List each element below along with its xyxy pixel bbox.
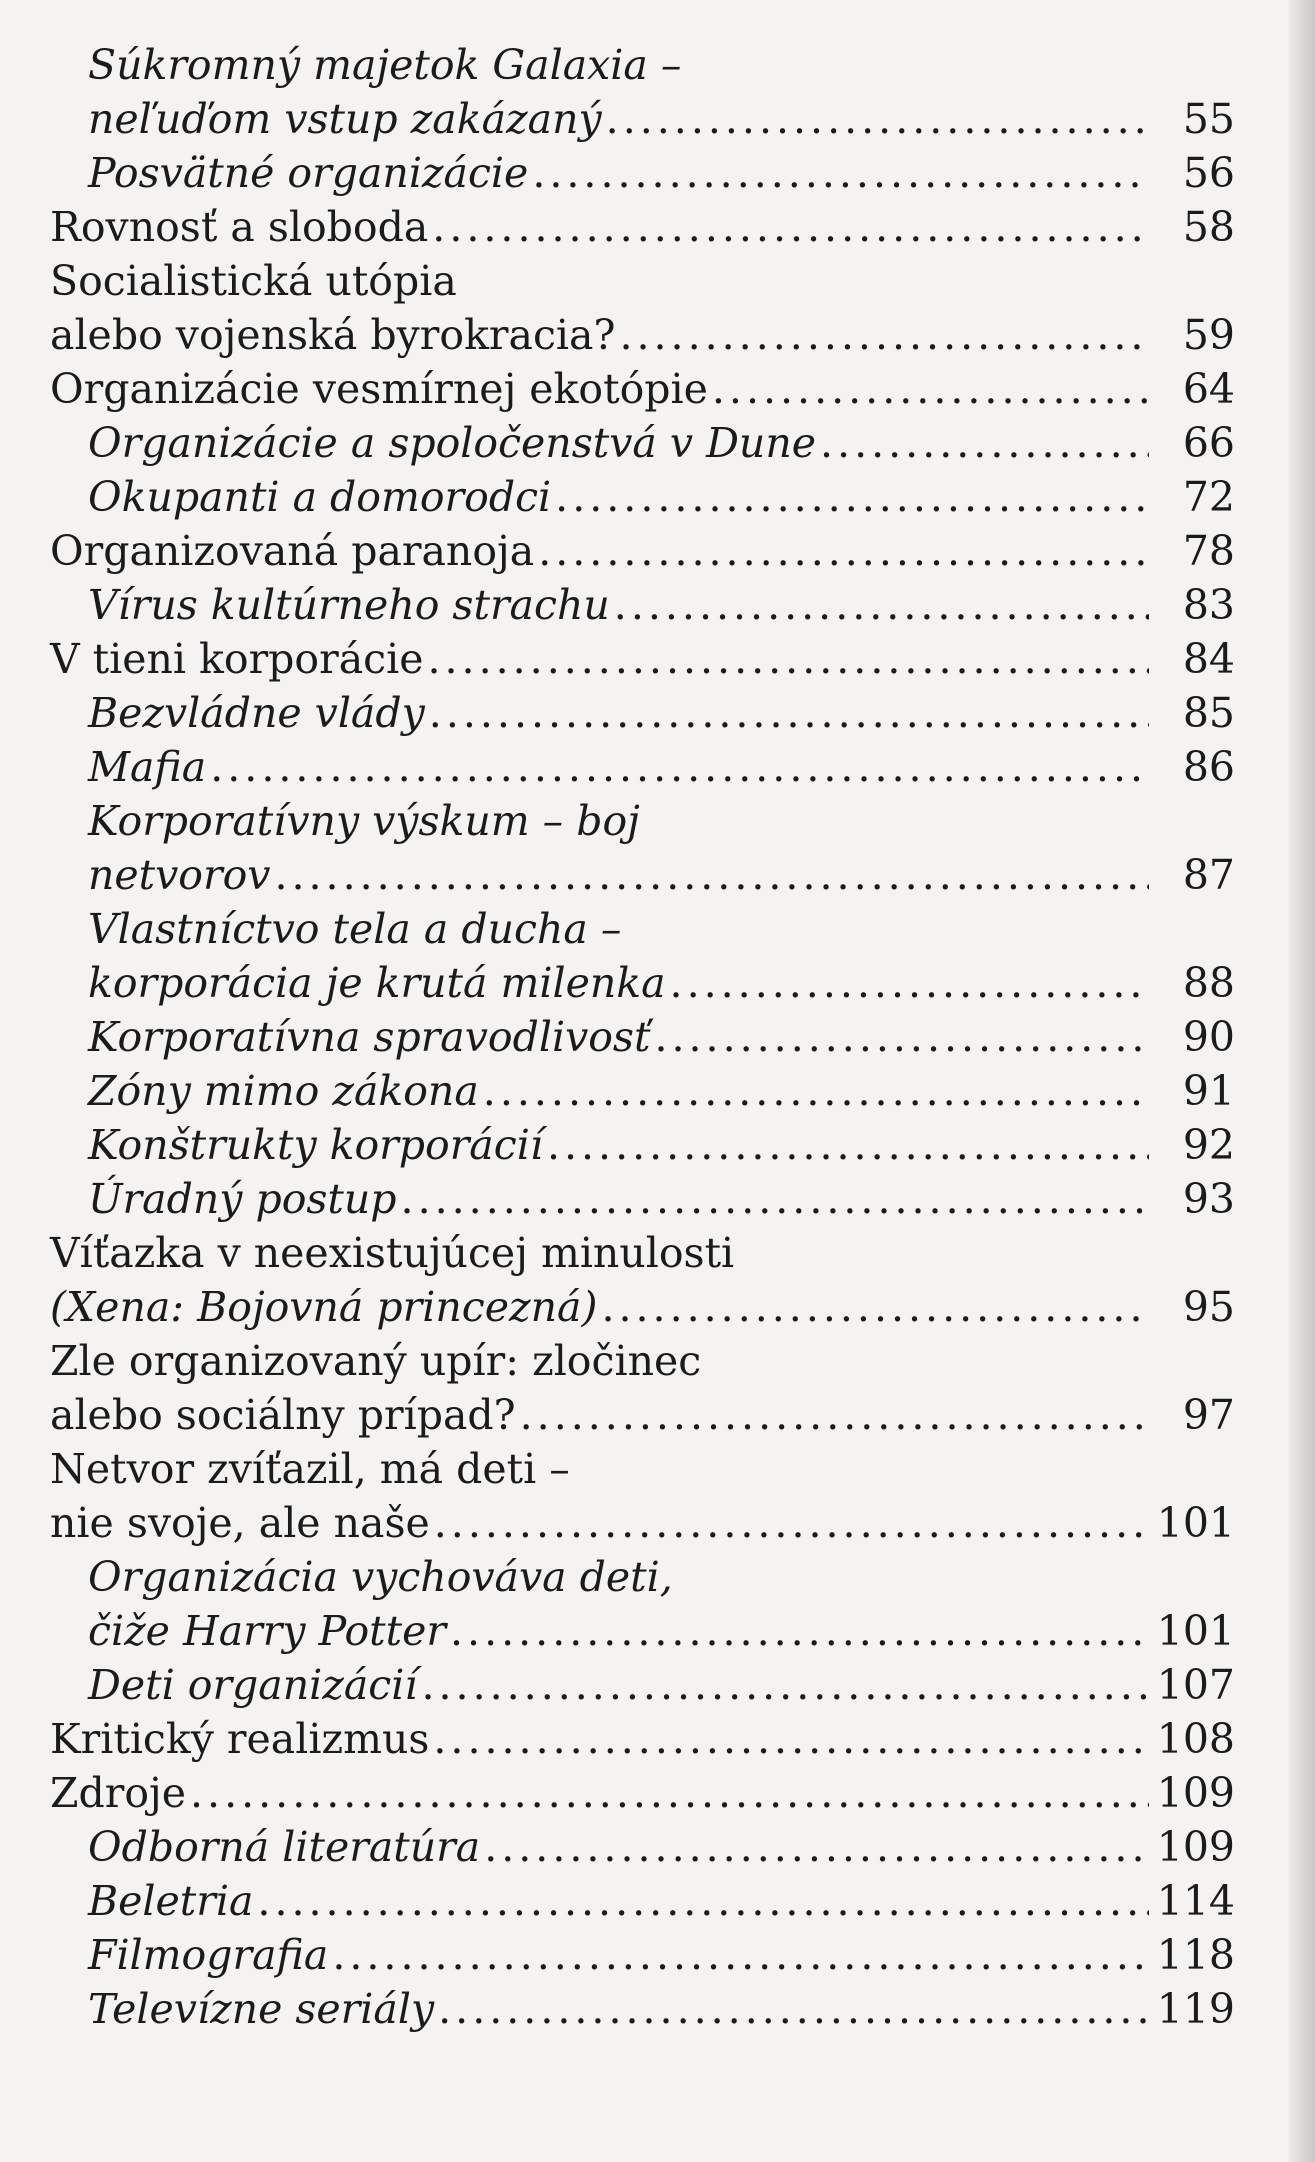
toc-entry-title-line: Korporatívny výskum – boj bbox=[88, 797, 640, 845]
toc-entry bbox=[50, 902, 1235, 1010]
leader-dots bbox=[820, 416, 1149, 470]
toc-page-number: 83 bbox=[1182, 581, 1235, 629]
toc-entry-title-line: Súkromný majetok Galaxia – bbox=[88, 41, 682, 89]
toc-entry bbox=[50, 740, 1235, 794]
toc-entry bbox=[50, 794, 1235, 902]
toc-entry-title: Okupanti a domorodci bbox=[88, 473, 552, 521]
toc-entry-title: Organizácie vesmírnej ekotópie bbox=[50, 365, 708, 413]
toc-page-number: 108 bbox=[1156, 1715, 1235, 1763]
leader-dots bbox=[257, 1874, 1149, 1928]
toc-entry bbox=[50, 38, 1235, 146]
toc-entry-title-line: netvorov bbox=[88, 851, 271, 899]
page-edge bbox=[1289, 0, 1315, 2162]
toc-entry-title-line: Organizácia vychováva deti, bbox=[88, 1553, 673, 1601]
toc-entry-title: Zdroje bbox=[50, 1769, 186, 1817]
toc-page-number: 64 bbox=[1182, 365, 1235, 413]
leader-dots bbox=[438, 1982, 1149, 2036]
toc-page-number: 107 bbox=[1156, 1661, 1235, 1709]
toc-page-number: 92 bbox=[1182, 1121, 1235, 1169]
toc-entry bbox=[50, 1064, 1235, 1118]
toc-entry-title: Posvätné organizácie bbox=[88, 149, 529, 197]
toc-entry bbox=[50, 578, 1235, 632]
toc-entry-title: V tieni korporácie bbox=[50, 635, 424, 683]
toc-entry bbox=[50, 1928, 1235, 1982]
toc-entry bbox=[50, 1874, 1235, 1928]
toc-page-number: 95 bbox=[1182, 1283, 1235, 1331]
toc-entry bbox=[50, 1982, 1235, 2036]
toc-page-number: 119 bbox=[1156, 1985, 1235, 2033]
toc-entry-title: Konštrukty korporácií bbox=[88, 1121, 543, 1169]
toc-page-number: 109 bbox=[1156, 1769, 1235, 1817]
leader-dots bbox=[555, 470, 1149, 524]
toc-entry-title: Korporatívna spravodlivosť bbox=[88, 1013, 651, 1061]
leader-dots bbox=[601, 1280, 1149, 1334]
leader-dots bbox=[547, 1118, 1149, 1172]
toc-entry bbox=[50, 200, 1235, 254]
toc-entry bbox=[50, 1334, 1235, 1442]
leader-dots bbox=[520, 1388, 1149, 1442]
toc-page-number: 101 bbox=[1156, 1607, 1235, 1655]
toc-entry-title-line: Víťazka v neexistujúcej minulosti bbox=[50, 1229, 735, 1277]
toc-entry-title: Bezvládne vlády bbox=[88, 689, 425, 737]
toc-page-number: 118 bbox=[1156, 1931, 1235, 1979]
toc-page-number: 87 bbox=[1182, 851, 1235, 899]
toc-page-number: 101 bbox=[1156, 1499, 1235, 1547]
toc-entry-title: Deti organizácií bbox=[88, 1661, 418, 1709]
leader-dots bbox=[538, 524, 1149, 578]
toc-entry bbox=[50, 416, 1235, 470]
leader-dots bbox=[614, 578, 1149, 632]
toc-entry bbox=[50, 1766, 1235, 1820]
leader-dots bbox=[483, 1064, 1149, 1118]
toc-entry bbox=[50, 146, 1235, 200]
leader-dots bbox=[190, 1766, 1149, 1820]
toc-entry-title-line: Netvor zvíťazil, má deti – bbox=[50, 1445, 570, 1493]
leader-dots bbox=[670, 956, 1149, 1010]
toc-entry bbox=[50, 1820, 1235, 1874]
leader-dots bbox=[332, 1928, 1149, 1982]
toc-entry-title-line: Socialistická utópia bbox=[50, 257, 457, 305]
leader-dots bbox=[484, 1820, 1149, 1874]
toc-page-number: 90 bbox=[1182, 1013, 1235, 1061]
leader-dots bbox=[712, 362, 1149, 416]
toc-entry-title: Vírus kultúrneho strachu bbox=[88, 581, 610, 629]
toc-entry bbox=[50, 686, 1235, 740]
toc-entry-title: Odborná literatúra bbox=[88, 1823, 481, 1871]
toc-entry-title: Filmografia bbox=[88, 1931, 329, 1979]
leader-dots bbox=[401, 1172, 1149, 1226]
toc-entry-title: Organizovaná paranoja bbox=[50, 527, 535, 575]
toc-entry bbox=[50, 362, 1235, 416]
toc-entry bbox=[50, 254, 1235, 362]
toc-entry-title: Televízne seriály bbox=[88, 1985, 435, 2033]
toc-entry-title: Kritický realizmus bbox=[50, 1715, 430, 1763]
toc-page-number: 86 bbox=[1182, 743, 1235, 791]
table-of-contents bbox=[50, 38, 1235, 2036]
toc-entry-title-line: nie svoje, ale naše bbox=[50, 1499, 430, 1547]
toc-page-number: 78 bbox=[1182, 527, 1235, 575]
toc-page-number: 88 bbox=[1182, 959, 1235, 1007]
toc-page-number: 91 bbox=[1182, 1067, 1235, 1115]
toc-entry-title-line: (Xena: Bojovná princezná) bbox=[50, 1283, 598, 1331]
toc-entry-title-line: neľuďom vstup zakázaný bbox=[88, 95, 602, 143]
leader-dots bbox=[450, 1604, 1149, 1658]
toc-entry-title: Organizácie a spoločenstvá v Dune bbox=[88, 419, 817, 467]
toc-entry-title: Mafia bbox=[88, 743, 207, 791]
toc-entry bbox=[50, 1658, 1235, 1712]
toc-entry-title-line: korporácia je krutá milenka bbox=[88, 959, 666, 1007]
toc-page-number: 58 bbox=[1182, 203, 1235, 251]
toc-page-number: 97 bbox=[1182, 1391, 1235, 1439]
toc-entry bbox=[50, 470, 1235, 524]
toc-entry-title: Beletria bbox=[88, 1877, 254, 1925]
toc-page-number: 55 bbox=[1182, 95, 1235, 143]
toc-entry bbox=[50, 1226, 1235, 1334]
toc-entry bbox=[50, 524, 1235, 578]
toc-entry bbox=[50, 1442, 1235, 1550]
leader-dots bbox=[274, 848, 1149, 902]
toc-page-number: 84 bbox=[1182, 635, 1235, 683]
toc-entry-title-line: Zle organizovaný upír: zločinec bbox=[50, 1337, 702, 1385]
toc-entry-title: Zóny mimo zákona bbox=[88, 1067, 479, 1115]
toc-entry bbox=[50, 1010, 1235, 1064]
toc-page-number: 59 bbox=[1182, 311, 1235, 359]
leader-dots bbox=[654, 1010, 1149, 1064]
toc-page-number: 72 bbox=[1182, 473, 1235, 521]
leader-dots bbox=[429, 686, 1149, 740]
leader-dots bbox=[427, 632, 1149, 686]
leader-dots bbox=[606, 92, 1149, 146]
toc-page-number: 109 bbox=[1156, 1823, 1235, 1871]
toc-page-number: 114 bbox=[1156, 1877, 1235, 1925]
toc-entry-title-line: čiže Harry Potter bbox=[88, 1607, 446, 1655]
leader-dots bbox=[434, 1496, 1149, 1550]
toc-entry bbox=[50, 1172, 1235, 1226]
toc-page-number: 93 bbox=[1182, 1175, 1235, 1223]
toc-entry bbox=[50, 1550, 1235, 1658]
toc-entry-title-line: Vlastníctvo tela a ducha – bbox=[88, 905, 622, 953]
toc-entry bbox=[50, 1712, 1235, 1766]
leader-dots bbox=[432, 200, 1149, 254]
toc-entry-title-line: alebo sociálny prípad? bbox=[50, 1391, 516, 1439]
toc-page-number: 56 bbox=[1182, 149, 1235, 197]
toc-page-number: 66 bbox=[1182, 419, 1235, 467]
toc-entry bbox=[50, 632, 1235, 686]
leader-dots bbox=[210, 740, 1149, 794]
toc-entry-title: Úradný postup bbox=[88, 1175, 397, 1223]
toc-entry-title: Rovnosť a sloboda bbox=[50, 203, 429, 251]
leader-dots bbox=[619, 308, 1149, 362]
leader-dots bbox=[433, 1712, 1149, 1766]
leader-dots bbox=[421, 1658, 1149, 1712]
toc-entry bbox=[50, 1118, 1235, 1172]
leader-dots bbox=[532, 146, 1149, 200]
toc-page-number: 85 bbox=[1182, 689, 1235, 737]
toc-entry-title-line: alebo vojenská byrokracia? bbox=[50, 311, 616, 359]
